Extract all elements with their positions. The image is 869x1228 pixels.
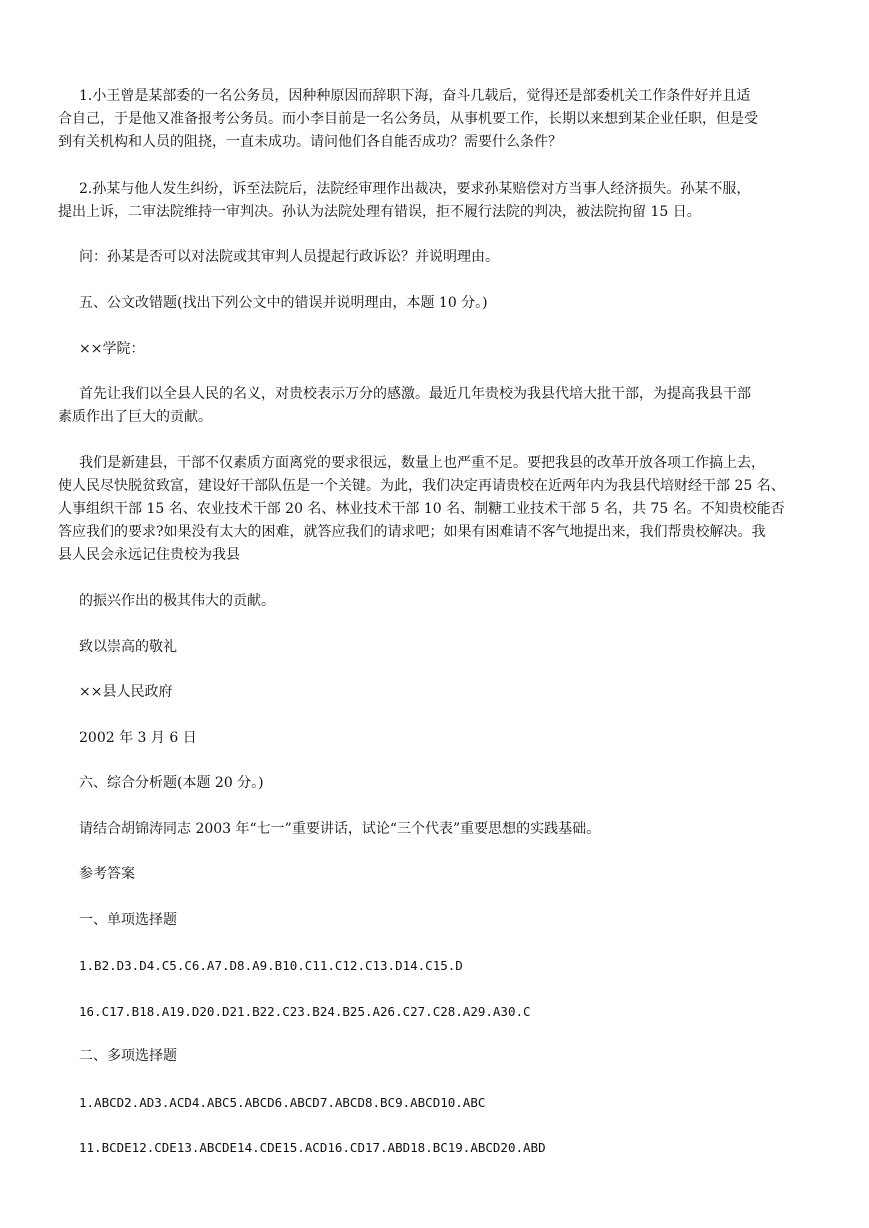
- question-1: [79, 85, 823, 108]
- letter-closing: 致以崇高的敬礼: [79, 639, 177, 655]
- letter-date: 2002 年 3 月 6 日: [79, 730, 197, 746]
- section-6-title: 六、综合分析题(本题 20 分。): [79, 775, 264, 791]
- question-2: [79, 178, 823, 201]
- question-1-line: 合自己，于是他又准备报考公务员。而小李目前是一名公务员，从事机要工作，长期以来想到某企业任职，但是受: [58, 111, 758, 127]
- letter-salutation: ××学院：: [79, 341, 145, 357]
- letter-line: 人事组织干部 15 名、农业技术干部 20 名、林业技术干部 10 名、制糖工业技术干部 5 名，共 75 名。不知贵校能否: [58, 501, 785, 517]
- question-1-cont: [58, 108, 802, 154]
- letter-sender: ××县人民政府: [79, 684, 173, 700]
- multi-choice-title: 二、多项选择题: [79, 1048, 177, 1064]
- letter-line: 我们是新建县，干部不仅素质方面离党的要求很远，数量上也严重不足。要把我县的改革开放各项工作搞上去，: [79, 455, 765, 471]
- question-2-cont: [58, 201, 802, 224]
- multi-choice-answers-2: 11.BCDE12.CDE13.ABCDE14.CDE15.ACD16.CD17.ABD18.BC19.ABCD20.ABD: [79, 1140, 546, 1155]
- letter-paragraph-3: 的振兴作出的极其伟大的贡献。: [79, 593, 275, 609]
- single-choice-answers-1: 1.B2.D3.D4.C5.C6.A7.D8.A9.B10.C11.C12.C13.D14.C15.D: [79, 958, 463, 973]
- question-1-line: 1.小王曾是某部委的一名公务员，因种种原因而辞职下海，奋斗几载后，觉得还是部委机关工作条件好并且适: [79, 88, 751, 104]
- question-2-line: 2.孙某与他人发生纠纷，诉至法院后，法院经审理作出裁决，要求孙某赔偿对方当事人经济损失。孙某不服，: [79, 181, 751, 197]
- letter-paragraph-1-cont: [58, 406, 802, 429]
- section-6-question: 请结合胡锦涛同志 2003 年“七一”重要讲话，试论“三个代表”重要思想的实践基础。: [79, 821, 601, 837]
- letter-line: 答应我们的要求?如果没有太大的困难，就答应我们的请求吧；如果有困难请不客气地提出来，我们帮贵校解决。我: [58, 524, 766, 540]
- single-choice-answers-2: 16.C17.B18.A19.D20.D21.B22.C23.B24.B25.A26.C27.C28.A29.A30.C: [79, 1004, 531, 1019]
- letter-paragraph-2-cont: [58, 475, 802, 567]
- letter-line: 素质作出了巨大的贡献。: [58, 409, 212, 425]
- answers-heading: 参考答案: [79, 866, 135, 882]
- single-choice-title: 一、单项选择题: [79, 912, 177, 928]
- letter-line: 使人民尽快脱贫致富，建设好干部队伍是一个关键。为此，我们决定再请贵校在近两年内为我县代培财经干部 25 名、: [58, 478, 785, 494]
- question-2-line: 提出上诉，二审法院维持一审判决。孙认为法院处理有错误，拒不履行法院的判决，被法院拘留 15 日。: [58, 204, 701, 220]
- question-2-ask: 问：孙某是否可以对法院或其审判人员提起行政诉讼？并说明理由。: [79, 249, 499, 265]
- letter-line: 县人民会永远记住贵校为我县: [58, 547, 240, 563]
- letter-line: 首先让我们以全县人民的名义，对贵校表示万分的感激。最近几年贵校为我县代培大批干部，为提高我县干部: [79, 386, 751, 402]
- question-1-line: 到有关机构和人员的阻挠，一直未成功。请问他们各自能否成功？需要什么条件？: [58, 134, 562, 150]
- letter-paragraph-2: [79, 452, 823, 475]
- letter-paragraph-1: [79, 383, 823, 406]
- multi-choice-answers-1: 1.ABCD2.AD3.ACD4.ABC5.ABCD6.ABCD7.ABCD8.BC9.ABCD10.ABC: [79, 1095, 486, 1110]
- section-5-title: 五、公文改错题(找出下列公文中的错误并说明理由，本题 10 分。): [79, 295, 488, 311]
